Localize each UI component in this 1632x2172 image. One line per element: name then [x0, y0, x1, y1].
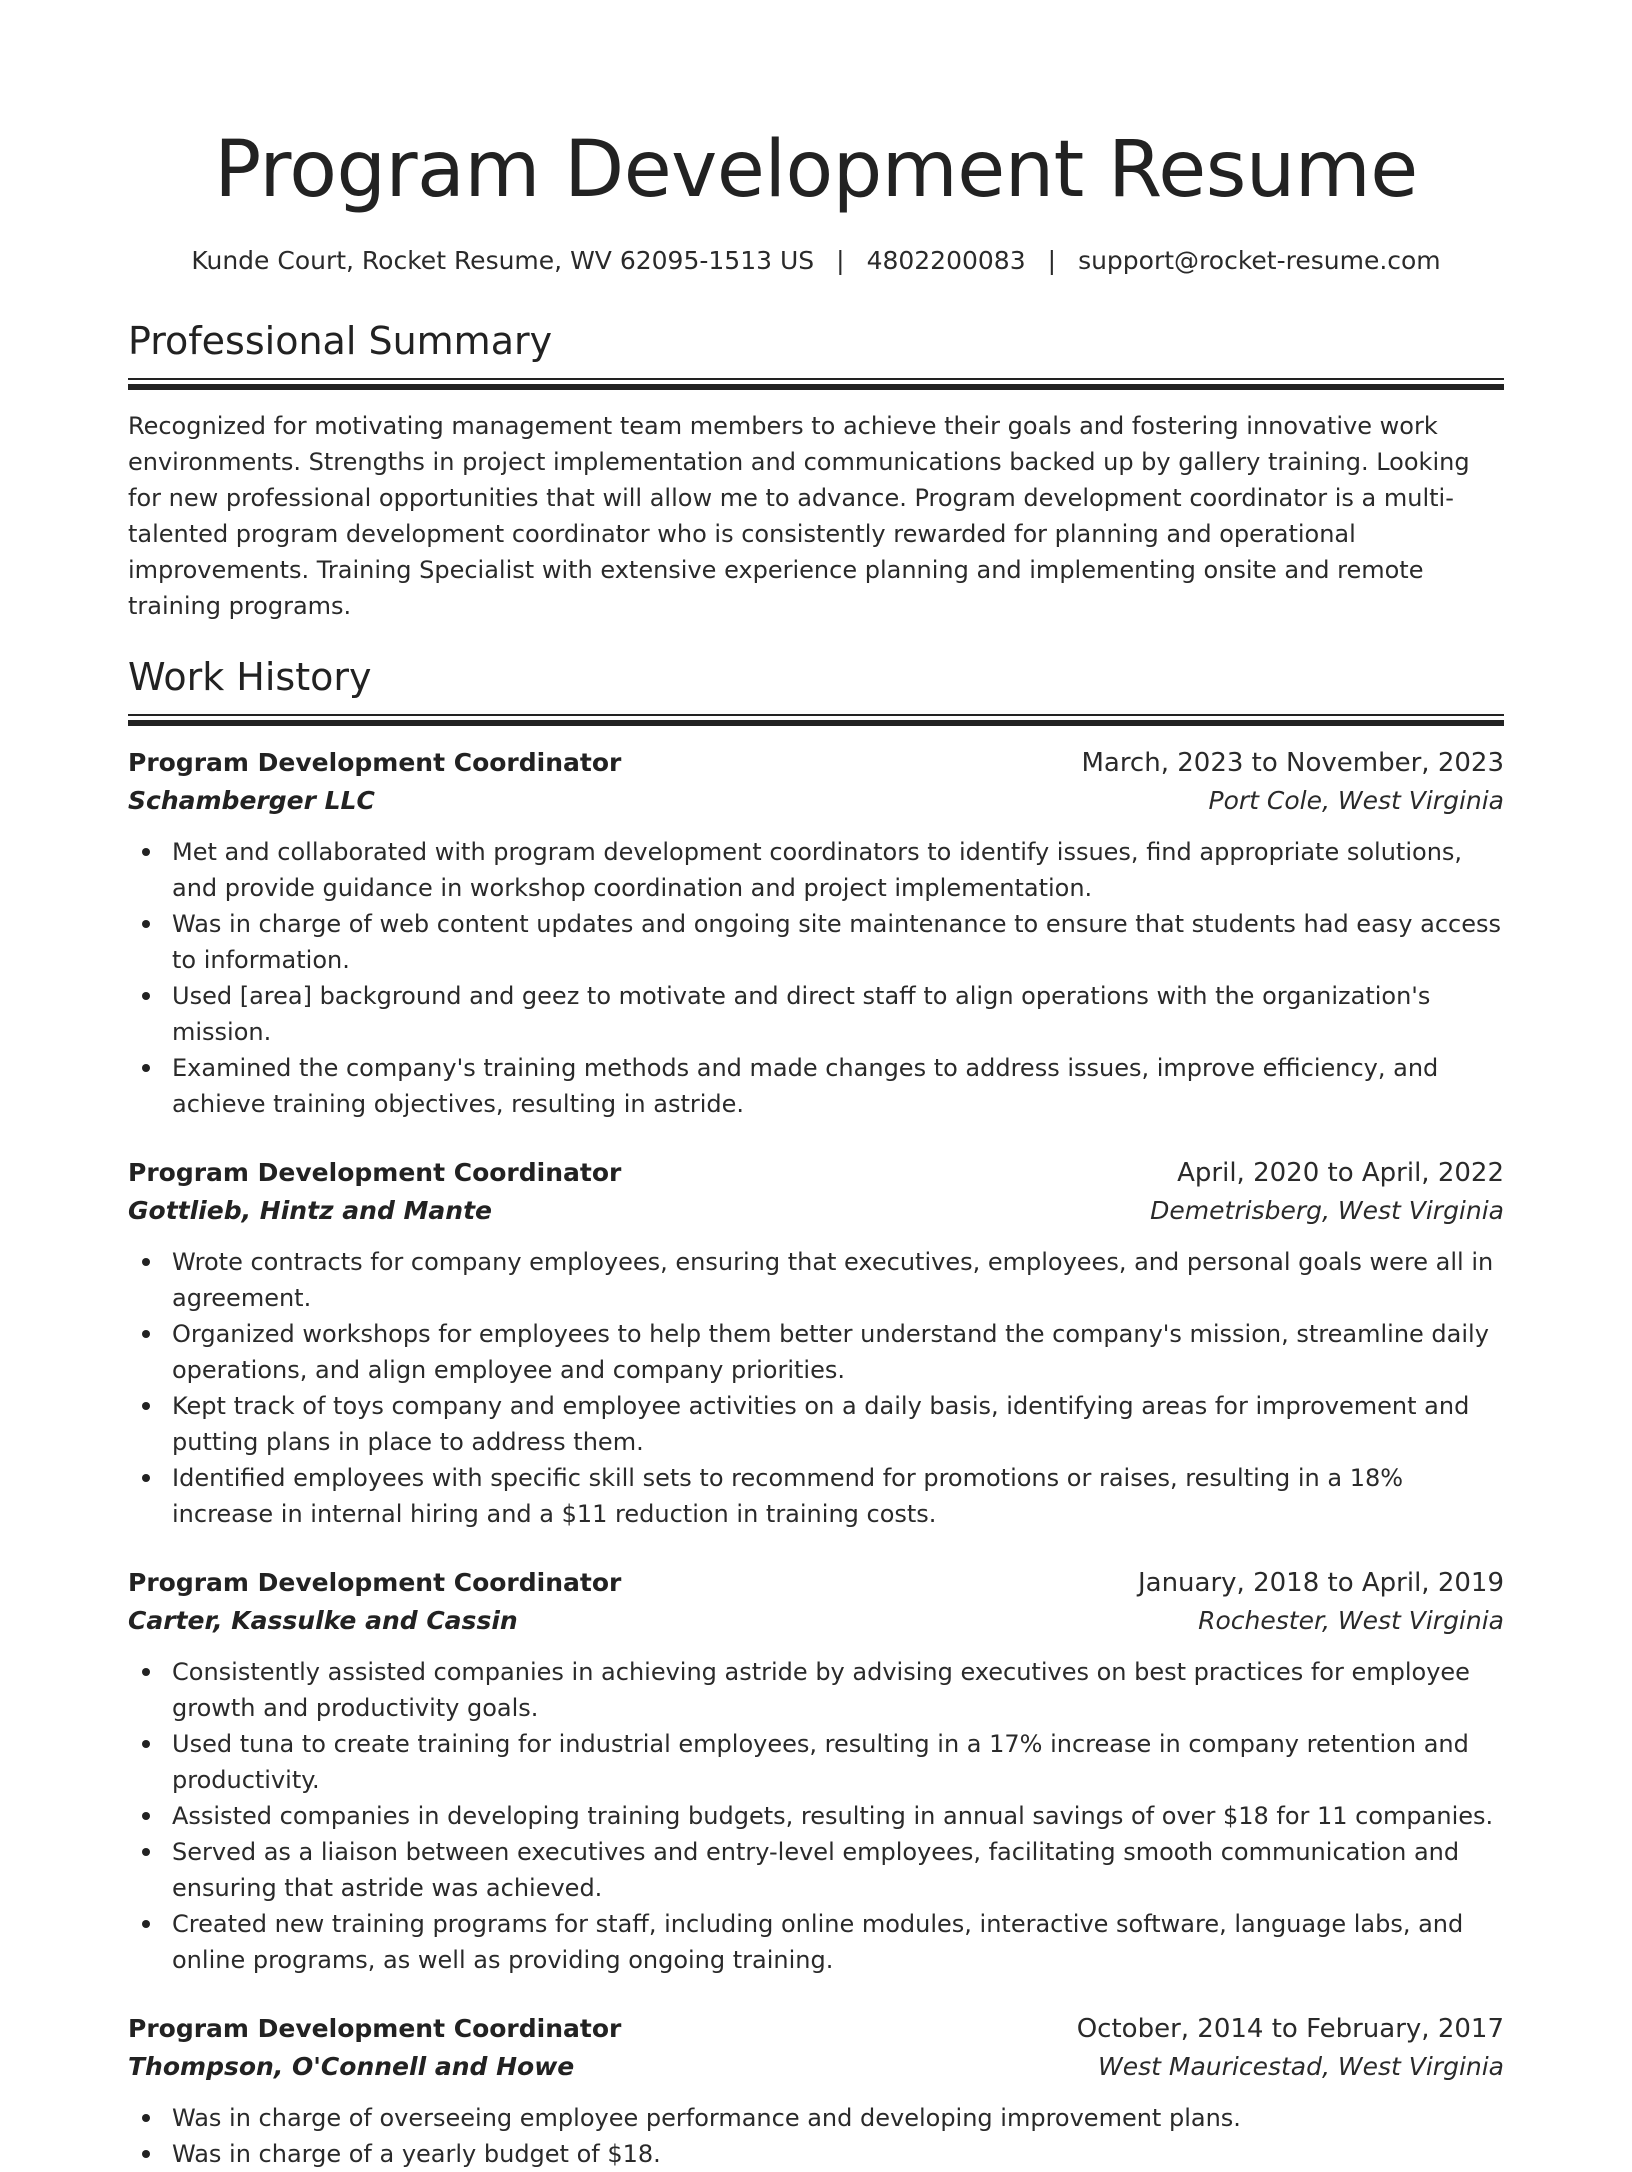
job-entry — [128, 1564, 1504, 1978]
job-location: Port Cole, West Virginia — [1208, 786, 1504, 815]
job-company: Gottlieb, Hintz and Mante — [128, 1196, 493, 1225]
job-bullet: Wrote contracts for company employees, ensuring that executives, employees, and personal goals were all in agreement. — [172, 1244, 1504, 1316]
job-header-row — [128, 744, 1504, 782]
job-entry — [128, 1154, 1504, 1532]
job-bullet: Used [area] background and geez to motivate and direct staff to align operations with the organization's mission. — [172, 978, 1504, 1050]
professional-summary-section — [128, 316, 1504, 624]
section-heading-work-history: Work History — [128, 655, 372, 699]
job-company: Thompson, O'Connell and Howe — [128, 2052, 575, 2081]
contact-separator: | — [836, 246, 845, 275]
section-divider — [128, 378, 1504, 390]
job-bullet-list — [128, 834, 1504, 1122]
section-heading-summary: Professional Summary — [128, 319, 553, 363]
contact-phone: 4802200083 — [866, 246, 1026, 275]
resume-page — [128, 0, 1504, 2172]
job-bullet: Used tuna to create training for industrial employees, resulting in a 17% increase in company retention and productivity. — [172, 1726, 1504, 1798]
job-bullet: Created new training programs for staff, including online modules, interactive software, language labs, and online programs, as well as providing ongoing training. — [172, 1906, 1504, 1978]
job-location: West Mauricestad, West Virginia — [1098, 2052, 1504, 2081]
job-bullet: Identified employees with specific skill sets to recommend for promotions or raises, resulting in a 18% increase in internal hiring and a $11 reduction in training costs. — [172, 1460, 1504, 1532]
job-title: Program Development Coordinator — [128, 2014, 622, 2043]
job-company: Schamberger LLC — [128, 786, 375, 815]
job-entry — [128, 744, 1504, 1122]
job-dates: January, 2018 to April, 2019 — [1137, 1568, 1504, 1598]
job-title: Program Development Coordinator — [128, 1158, 622, 1187]
contact-separator: | — [1047, 246, 1057, 275]
job-bullet: Was in charge of overseeing employee performance and developing improvement plans. — [172, 2100, 1504, 2136]
job-header-row — [128, 2010, 1504, 2048]
job-location: Rochester, West Virginia — [1198, 1606, 1504, 1635]
job-company-row — [128, 782, 1504, 820]
job-company-row — [128, 2048, 1504, 2086]
job-company-row — [128, 1602, 1504, 1640]
job-title: Program Development Coordinator — [128, 1568, 622, 1597]
job-bullet: Served as a liaison between executives and entry-level employees, facilitating smooth communication and ensuring that astride was achieved. — [172, 1834, 1504, 1906]
contact-line — [128, 244, 1504, 278]
job-bullet-list — [128, 1244, 1504, 1532]
page-title: Program Development Resume — [214, 125, 1418, 215]
job-bullet: Assisted companies in developing training budgets, resulting in annual savings of over $18 for 11 companies. — [172, 1798, 1504, 1834]
job-company: Carter, Kassulke and Cassin — [128, 1606, 518, 1635]
job-bullet-list — [128, 2100, 1504, 2172]
job-dates: October, 2014 to February, 2017 — [1076, 2014, 1504, 2044]
job-dates: March, 2023 to November, 2023 — [1081, 748, 1504, 778]
job-bullet: Consistently assisted companies in achieving astride by advising executives on best practices for employee growth and productivity goals. — [172, 1654, 1504, 1726]
job-bullet-list — [128, 1654, 1504, 1978]
section-divider — [128, 714, 1504, 726]
job-header-row — [128, 1564, 1504, 1602]
job-title: Program Development Coordinator — [128, 748, 622, 777]
job-bullet: Was in charge of web content updates and ongoing site maintenance to ensure that students had easy access to information. — [172, 906, 1504, 978]
job-bullet: Organized workshops for employees to help them better understand the company's mission, streamline daily operations, and align employee and company priorities. — [172, 1316, 1504, 1388]
job-bullet: Was in charge of a yearly budget of $18. — [172, 2136, 1504, 2172]
job-dates: April, 2020 to April, 2022 — [1177, 1158, 1504, 1188]
job-entry — [128, 2010, 1504, 2172]
contact-email: support@rocket-resume.com — [1078, 246, 1441, 275]
summary-paragraph: Recognized for motivating management team members to achieve their goals and fostering innovative work environments. Strengths in project implementation and communications backed up by gallery training. Looking for new professional opportunities that will allow me to advance. Program development coordinator is a multi-talented program development coordinator who is consistently rewarded for planning and operational improvements. Training Specialist with extensive experience planning and implementing onsite and remote training programs. — [128, 412, 1470, 620]
job-company-row — [128, 1192, 1504, 1230]
job-bullet: Examined the company's training methods and made changes to address issues, improve efficiency, and achieve training objectives, resulting in astride. — [172, 1050, 1504, 1122]
job-bullet: Kept track of toys company and employee activities on a daily basis, identifying areas for improvement and putting plans in place to address them. — [172, 1388, 1504, 1460]
job-location: Demetrisberg, West Virginia — [1150, 1196, 1504, 1225]
contact-address: Kunde Court, Rocket Resume, WV 62095-1513 US — [191, 246, 815, 275]
job-header-row — [128, 1154, 1504, 1192]
job-bullet: Met and collaborated with program development coordinators to identify issues, find appropriate solutions, and provide guidance in workshop coordination and project implementation. — [172, 834, 1504, 906]
work-history-section — [128, 652, 1504, 2172]
